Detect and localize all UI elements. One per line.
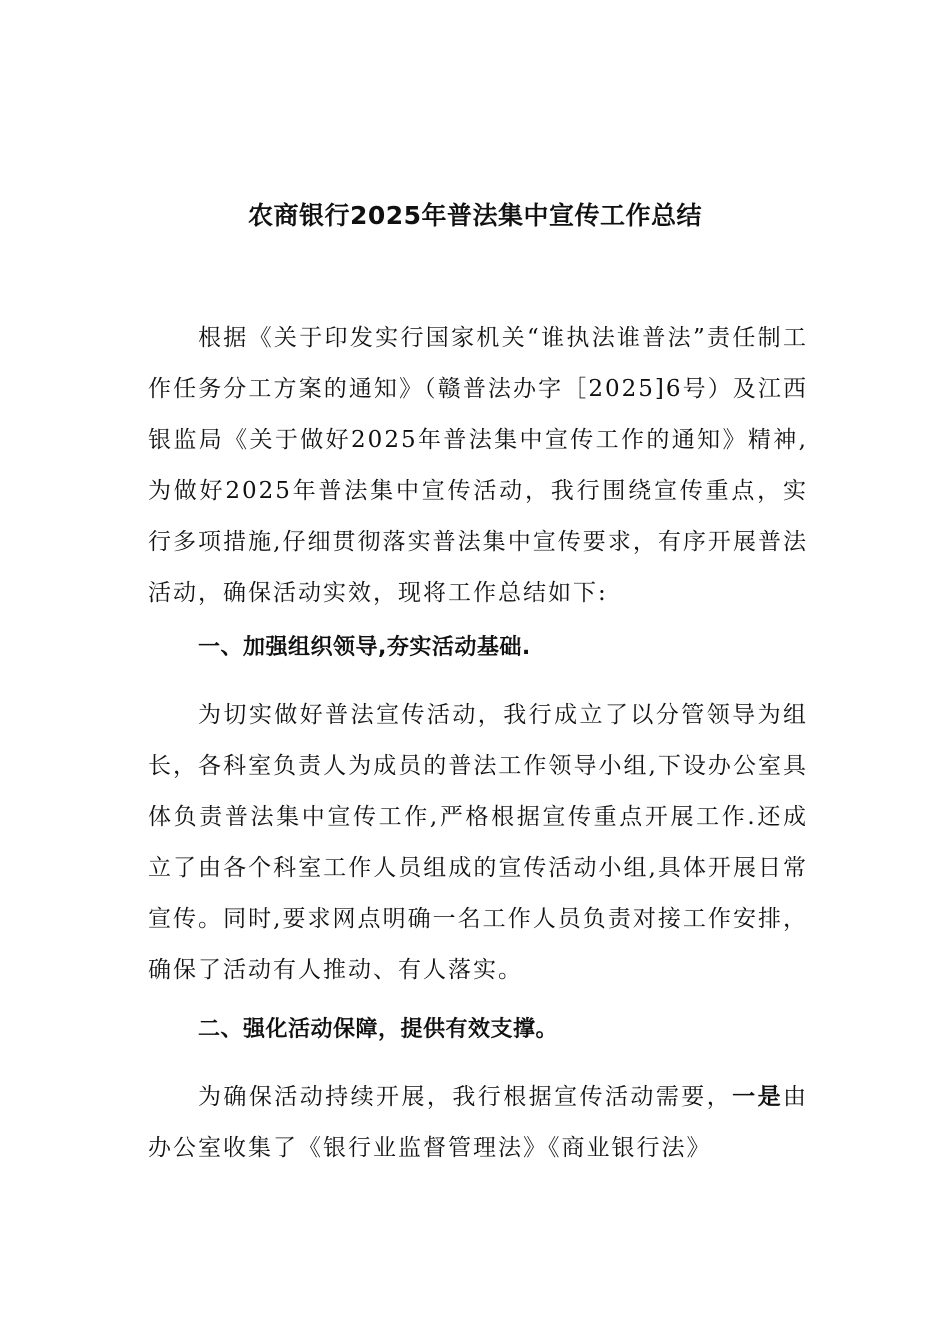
section-heading-2: 二、强化活动保障，提供有效支撑。 xyxy=(198,1017,559,1042)
paragraph-support-start: 为确保活动持续开展，我行根据宣传活动需要， xyxy=(198,1084,733,1110)
section-heading-1: 一、加强组织领导,夯实活动基础. xyxy=(198,635,531,660)
paragraph-support-emphasis: 一是 xyxy=(732,1084,784,1110)
paragraph-support xyxy=(148,1072,808,1174)
paragraph-support-end: 由办公室收集了《银行业监督管理法》《商业银行法》 xyxy=(148,1084,809,1161)
document-title: 农商银行2025年普法集中宣传工作总结 xyxy=(247,201,703,230)
paragraph-intro: 根据《关于印发实行国家机关“谁执法谁普法”责任制工作任务分工方案的通知》（赣普法办字［2025]6号）及江西银监局《关于做好2025年普法集中宣传工作的通知》精神,为做好2025年普法集中宣传活动，我行围绕宣传重点，实行多项措施,仔细贯彻落实普法集中宣传要求，有序开展普法活动，确保活动实效，现将工作总结如下: xyxy=(148,325,808,606)
paragraph-organization: 为切实做好普法宣传活动，我行成立了以分管领导为组长，各科室负责人为成员的普法工作领导小组,下设办公室具体负责普法集中宣传工作,严格根据宣传重点开展工作.还成立了由各个科室工作人员组成的宣传活动小组,具体开展日常宣传。同时,要求网点明确一名工作人员负责对接工作安排，确保了活动有人推动、有人落实。 xyxy=(148,702,808,983)
